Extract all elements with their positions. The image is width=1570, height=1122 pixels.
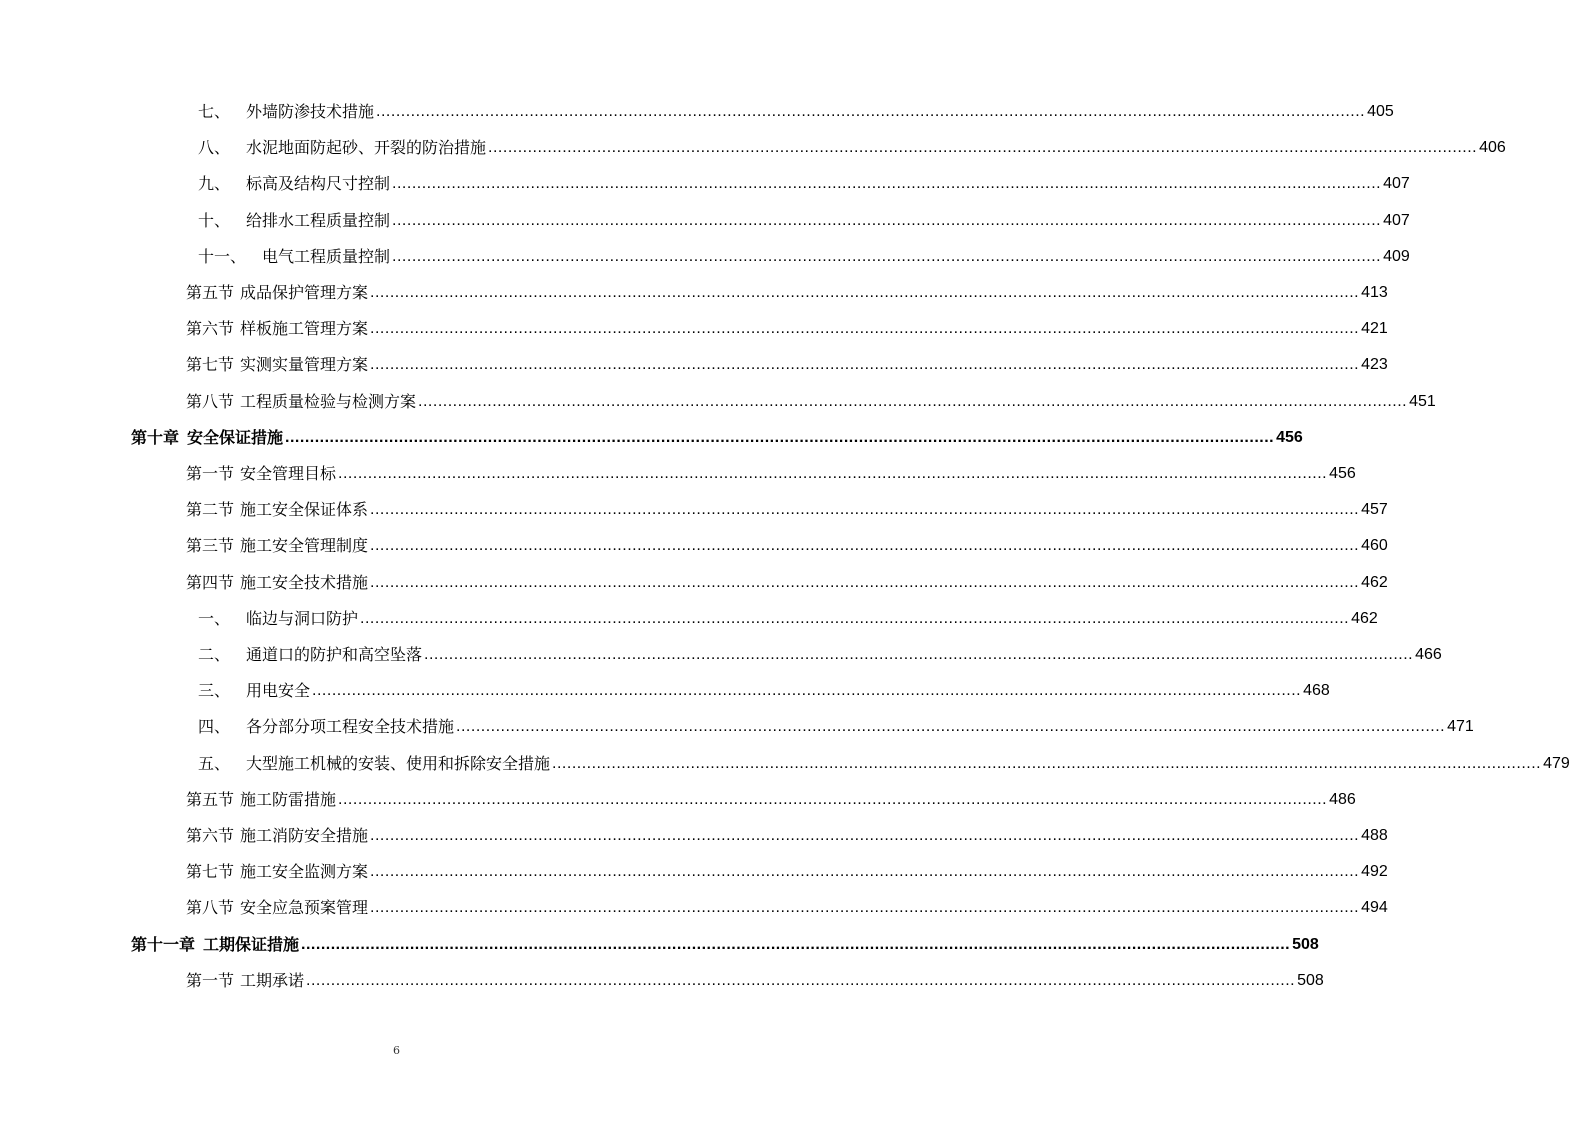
toc-entry-number: 第五节 xyxy=(186,283,235,302)
toc-entry-title: 工程质量检验与检测方案 xyxy=(240,391,417,411)
toc-entry[interactable] xyxy=(186,494,1388,520)
toc-entry-title: 安全保证措施 xyxy=(187,427,284,447)
page-number: 6 xyxy=(393,1044,400,1057)
toc-leader-dots: ........................................................................................................................................................................................................ xyxy=(370,501,1360,519)
toc-entry-page: 471 xyxy=(1447,718,1474,736)
toc-entry-page: 508 xyxy=(1297,971,1324,989)
toc-entry-page: 405 xyxy=(1367,103,1394,120)
toc-entry-title: 大型施工机械的安装、使用和拆除安全措施 xyxy=(246,753,551,773)
toc-entry-title: 外墙防渗技术措施 xyxy=(246,102,375,121)
toc-entry-title: 施工消防安全措施 xyxy=(240,826,369,845)
toc-entry[interactable] xyxy=(198,603,1378,629)
toc-entry[interactable] xyxy=(186,386,1436,412)
toc-entry[interactable] xyxy=(198,748,1570,774)
toc-leader-dots: ........................................................................................................................................................................................................ xyxy=(338,465,1328,482)
toc-entry-page: 462 xyxy=(1351,609,1378,627)
toc-entry-number: 九、 xyxy=(198,174,231,194)
toc-entry-number: 第七节 xyxy=(186,862,235,882)
toc-entry[interactable] xyxy=(131,422,1303,448)
toc-entry-title: 施工安全保证体系 xyxy=(240,500,369,520)
toc-entry-number: 第八节 xyxy=(186,391,235,411)
toc-leader-dots: ........................................................................................................................................................................................................ xyxy=(338,790,1328,808)
toc-entry-title: 各分部分项工程安全技术措施 xyxy=(246,717,455,737)
toc-entry-title: 通道口的防护和高空坠落 xyxy=(246,645,423,664)
toc-entry-title: 给排水工程质量控制 xyxy=(246,210,391,230)
toc-entry-number: 第三节 xyxy=(186,536,235,556)
toc-entry-page: 451 xyxy=(1409,392,1436,410)
toc-leader-dots: ........................................................................................................................................................................................................ xyxy=(370,573,1360,591)
toc-entry-title: 成品保护管理方案 xyxy=(240,283,369,302)
toc-entry[interactable] xyxy=(186,313,1388,339)
toc-leader-dots: ........................................................................................................................................................................................................ xyxy=(370,899,1360,917)
toc-entry-number: 四、 xyxy=(198,717,231,737)
toc-leader-dots: ........................................................................................................................................................................................................ xyxy=(360,609,1350,627)
toc-entry-page: 468 xyxy=(1303,682,1330,700)
toc-leader-dots: ........................................................................................................................................................................................................ xyxy=(370,284,1360,301)
toc-leader-dots: ........................................................................................................................................................................................................ xyxy=(488,139,1478,157)
toc-entry-number: 第六节 xyxy=(186,826,235,845)
toc-entry[interactable] xyxy=(198,205,1410,231)
toc-entry-number: 第一节 xyxy=(186,464,235,483)
toc-entry-title: 施工安全监测方案 xyxy=(240,862,369,882)
toc-entry-title: 工期承诺 xyxy=(240,970,305,990)
toc-entry-title: 工期保证措施 xyxy=(203,934,300,954)
toc-entry-number: 三、 xyxy=(198,681,231,701)
toc-leader-dots: ........................................................................................................................................................................................................ xyxy=(370,863,1360,881)
toc-entry-page: 456 xyxy=(1329,465,1356,482)
toc-entry-page: 407 xyxy=(1383,211,1410,229)
toc-entry[interactable] xyxy=(186,965,1324,991)
toc-entry-number: 七、 xyxy=(198,102,231,121)
toc-entry-number: 第六节 xyxy=(186,319,235,339)
toc-entry-page: 406 xyxy=(1479,139,1506,157)
toc-entry[interactable] xyxy=(186,530,1388,556)
toc-entry-page: 466 xyxy=(1415,646,1442,663)
toc-entry-page: 492 xyxy=(1361,863,1388,881)
toc-leader-dots: ........................................................................................................................................................................................................ xyxy=(306,971,1296,989)
toc-leader-dots: ........................................................................................................................................................................................................ xyxy=(376,103,1366,120)
toc-entry-number: 第二节 xyxy=(186,500,235,520)
toc-entry-page: 409 xyxy=(1383,247,1410,265)
toc-entry[interactable] xyxy=(131,929,1319,955)
toc-entry-title: 安全管理目标 xyxy=(240,464,337,483)
toc-leader-dots: ........................................................................................................................................................................................................ xyxy=(552,754,1542,772)
toc-entry-title: 施工安全技术措施 xyxy=(240,572,369,592)
toc-entry[interactable] xyxy=(186,856,1388,882)
toc-entry[interactable] xyxy=(198,675,1330,701)
toc-leader-dots: ........................................................................................................................................................................................................ xyxy=(392,175,1382,193)
toc-entry-title: 样板施工管理方案 xyxy=(240,319,369,339)
toc-entry-title: 用电安全 xyxy=(246,681,311,701)
toc-entry-page: 457 xyxy=(1361,501,1388,519)
toc-entry[interactable] xyxy=(198,241,1410,267)
toc-entry-number: 二、 xyxy=(198,645,231,664)
toc-leader-dots: ........................................................................................................................................................................................................ xyxy=(392,247,1382,265)
toc-entry-number: 十一、 xyxy=(198,246,247,266)
toc-leader-dots: ........................................................................................................................................................................................................ xyxy=(370,356,1360,374)
toc-entry-title: 临边与洞口防护 xyxy=(246,608,359,628)
toc-entry-page: 413 xyxy=(1361,284,1388,301)
toc-entry-title: 施工安全管理制度 xyxy=(240,536,369,556)
toc-entry[interactable] xyxy=(186,349,1388,375)
toc-entry-page: 460 xyxy=(1361,537,1388,555)
toc-entry-title: 施工防雷措施 xyxy=(240,789,337,809)
toc-entry-page: 508 xyxy=(1292,935,1319,953)
toc-entry-page: 479 xyxy=(1543,754,1570,772)
toc-entry-page: 486 xyxy=(1329,790,1356,808)
toc-entry-page: 421 xyxy=(1361,320,1388,338)
toc-leader-dots: ........................................................................................................................................................................................................ xyxy=(370,537,1360,555)
toc-entry-page: 423 xyxy=(1361,356,1388,374)
toc-entry-number: 第一节 xyxy=(186,970,235,990)
toc-leader-dots: ........................................................................................................................................................................................................ xyxy=(301,935,1291,953)
toc-entry-title: 安全应急预案管理 xyxy=(240,898,369,918)
toc-entry-number: 第十一章 xyxy=(131,934,196,954)
toc-entry-title: 标高及结构尺寸控制 xyxy=(246,174,391,194)
toc-entry[interactable] xyxy=(198,711,1474,737)
toc-entry-number: 十、 xyxy=(198,210,231,230)
toc-entry-number: 第七节 xyxy=(186,355,235,375)
toc-entry-number: 第十章 xyxy=(131,427,180,447)
toc-entry[interactable] xyxy=(198,639,1442,665)
toc-entry[interactable] xyxy=(198,96,1394,122)
toc-entry-page: 456 xyxy=(1276,428,1303,446)
toc-entry-number: 第八节 xyxy=(186,898,235,918)
toc-leader-dots: ........................................................................................................................................................................................................ xyxy=(285,428,1275,446)
toc-leader-dots: ........................................................................................................................................................................................................ xyxy=(392,211,1382,229)
toc-entry[interactable] xyxy=(186,567,1388,593)
toc-entry-number: 第五节 xyxy=(186,789,235,809)
toc-leader-dots: ........................................................................................................................................................................................................ xyxy=(418,392,1408,410)
toc-leader-dots: ........................................................................................................................................................................................................ xyxy=(456,718,1446,736)
toc-entry-page: 494 xyxy=(1361,899,1388,917)
toc-leader-dots: ........................................................................................................................................................................................................ xyxy=(312,682,1302,700)
toc-entry[interactable] xyxy=(198,168,1410,194)
toc-entry-page: 462 xyxy=(1361,573,1388,591)
toc-entry[interactable] xyxy=(186,458,1356,484)
toc-entry[interactable] xyxy=(198,132,1506,158)
toc-entry[interactable] xyxy=(186,784,1356,810)
toc-entry-title: 实测实量管理方案 xyxy=(240,355,369,375)
toc-entry-title: 水泥地面防起砂、开裂的防治措施 xyxy=(246,138,487,158)
toc-entry[interactable] xyxy=(186,820,1388,846)
toc-leader-dots: ........................................................................................................................................................................................................ xyxy=(370,827,1360,844)
toc-entry[interactable] xyxy=(186,277,1388,303)
toc-entry[interactable] xyxy=(186,892,1388,918)
toc-entry-number: 五、 xyxy=(198,753,231,773)
toc-entry-number: 八、 xyxy=(198,138,231,158)
toc-entry-page: 407 xyxy=(1383,175,1410,193)
toc-entry-number: 一、 xyxy=(198,608,231,628)
toc-entry-title: 电气工程质量控制 xyxy=(262,246,391,266)
toc-leader-dots: ........................................................................................................................................................................................................ xyxy=(424,646,1414,663)
toc-entry-page: 488 xyxy=(1361,827,1388,844)
toc-entry-number: 第四节 xyxy=(186,572,235,592)
toc-leader-dots: ........................................................................................................................................................................................................ xyxy=(370,320,1360,338)
